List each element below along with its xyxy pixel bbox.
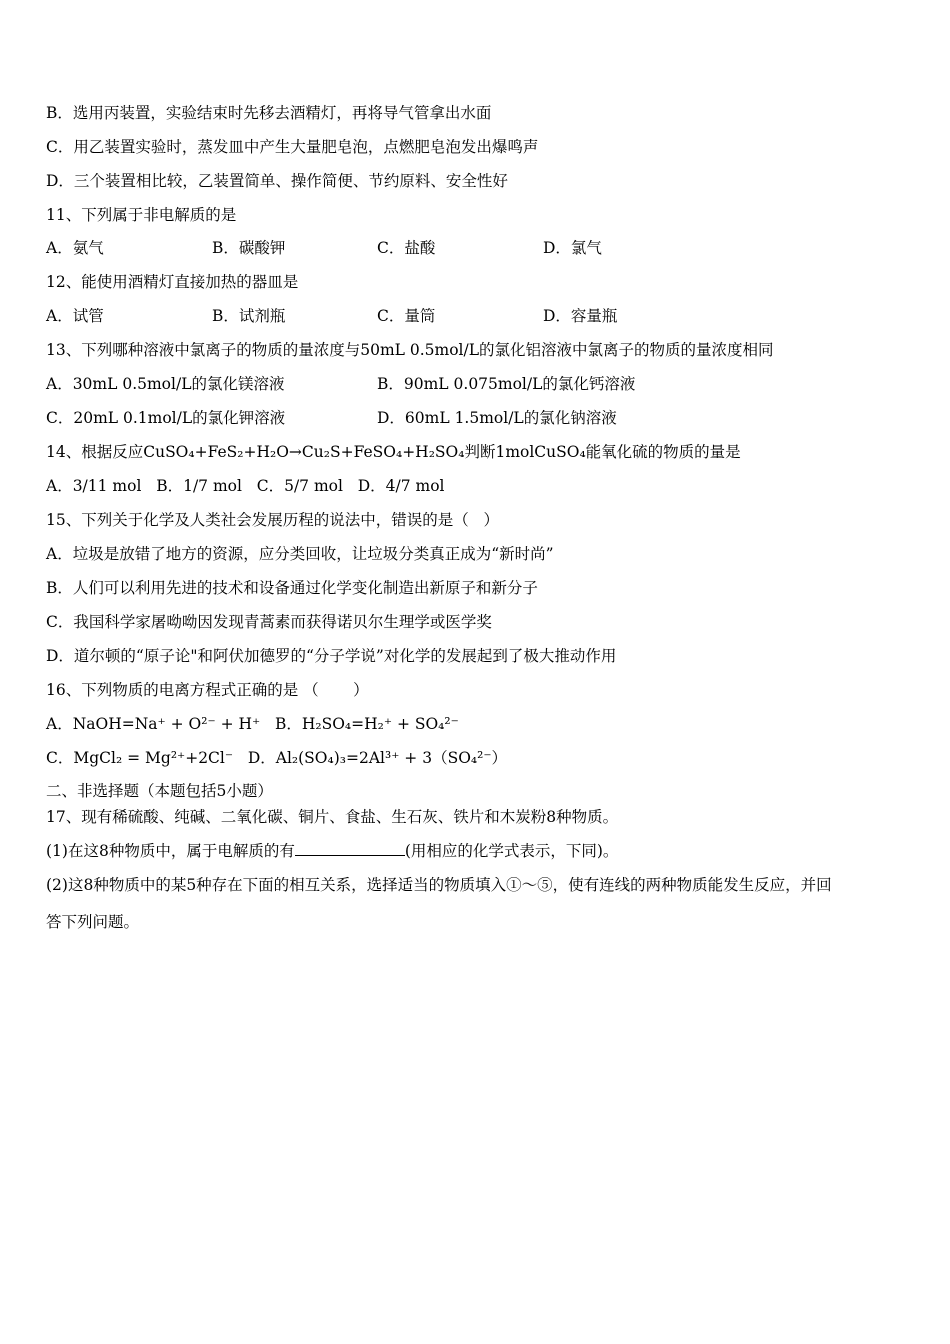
answer-option: A．氨气	[46, 239, 104, 257]
text-line: 14、根据反应CuSO₄+FeS₂+H₂O→Cu₂S+FeSO₄+H₂SO₄判断1molCuSO₄能氧化硫的物质的量是	[46, 443, 741, 461]
answer-option: C．盐酸	[377, 239, 436, 257]
answer-option: D．氯气	[543, 239, 602, 257]
answer-option: A．30mL 0.5mol/L的氯化镁溶液	[46, 375, 285, 393]
text-line: D．道尔顿的“原子论"和阿伏加德罗的“分子学说”对化学的发展起到了极大推动作用	[46, 647, 617, 665]
question-text: (用相应的化学式表示，下同)。	[404, 842, 619, 860]
text-line: 二、非选择题（本题包括5小题）	[46, 782, 273, 800]
text-line: C．MgCl₂ = Mg²⁺+2Cl⁻ D．Al₂(SO₄)₃=2Al³⁺ + 3（SO₄²⁻）	[46, 749, 508, 767]
text-line	[46, 408, 926, 428]
text-line: 11、下列属于非电解质的是	[46, 206, 237, 224]
text-line	[46, 374, 926, 394]
answer-option: A．试管	[46, 307, 104, 325]
text-line: B．人们可以利用先进的技术和设备通过化学变化制造出新原子和新分子	[46, 579, 538, 597]
text-line	[46, 841, 618, 861]
text-line	[46, 238, 926, 258]
answer-option: B．试剂瓶	[212, 307, 286, 325]
text-line: (2)这8种物质中的某5种存在下面的相互关系，选择适当的物质填入①～⑤，使有连线的两种物质能发生反应，并回	[46, 876, 832, 894]
answer-option: D．容量瓶	[543, 307, 618, 325]
answer-option: B．90mL 0.075mol/L的氯化钙溶液	[377, 375, 636, 393]
text-line: 15、下列关于化学及人类社会发展历程的说法中，错误的是（ ）	[46, 511, 500, 529]
answer-blank	[295, 841, 405, 856]
text-line: 13、下列哪种溶液中氯离子的物质的量浓度与50mL 0.5mol/L的氯化铝溶液中氯离子的物质的量浓度相同	[46, 341, 774, 359]
text-line: 17、现有稀硫酸、纯碱、二氧化碳、铜片、食盐、生石灰、铁片和木炭粉8种物质。	[46, 808, 619, 826]
text-line: 16、下列物质的电离方程式正确的是 （ ）	[46, 681, 369, 699]
text-line: 12、能使用酒精灯直接加热的器皿是	[46, 273, 299, 291]
answer-option: D．60mL 1.5mol/L的氯化钠溶液	[377, 409, 617, 427]
text-line	[46, 306, 926, 326]
answer-option: C．量筒	[377, 307, 436, 325]
answer-option: C．20mL 0.1mol/L的氯化钾溶液	[46, 409, 286, 427]
answer-option: B．碳酸钾	[212, 239, 286, 257]
question-text: (1)在这8种物质中，属于电解质的有	[46, 842, 295, 860]
text-line: A．垃圾是放错了地方的资源，应分类回收，让垃圾分类真正成为“新时尚”	[46, 545, 554, 563]
text-line: C．用乙装置实验时，蒸发皿中产生大量肥皂泡，点燃肥皂泡发出爆鸣声	[46, 138, 539, 156]
text-line: A．3/11 mol B．1/7 mol C．5/7 mol D．4/7 mol	[46, 477, 445, 495]
text-line: A．NaOH=Na⁺ + O²⁻ + H⁺ B．H₂SO₄=H₂⁺ + SO₄²⁻	[46, 715, 459, 733]
text-line: C．我国科学家屠呦呦因发现青蒿素而获得诺贝尔生理学或医学奖	[46, 613, 492, 631]
text-line: 答下列问题。	[46, 913, 140, 931]
text-line: D．三个装置相比较，乙装置简单、操作简便、节约原料、安全性好	[46, 172, 508, 190]
text-line: B．选用丙装置，实验结束时先移去酒精灯，再将导气管拿出水面	[46, 104, 492, 122]
